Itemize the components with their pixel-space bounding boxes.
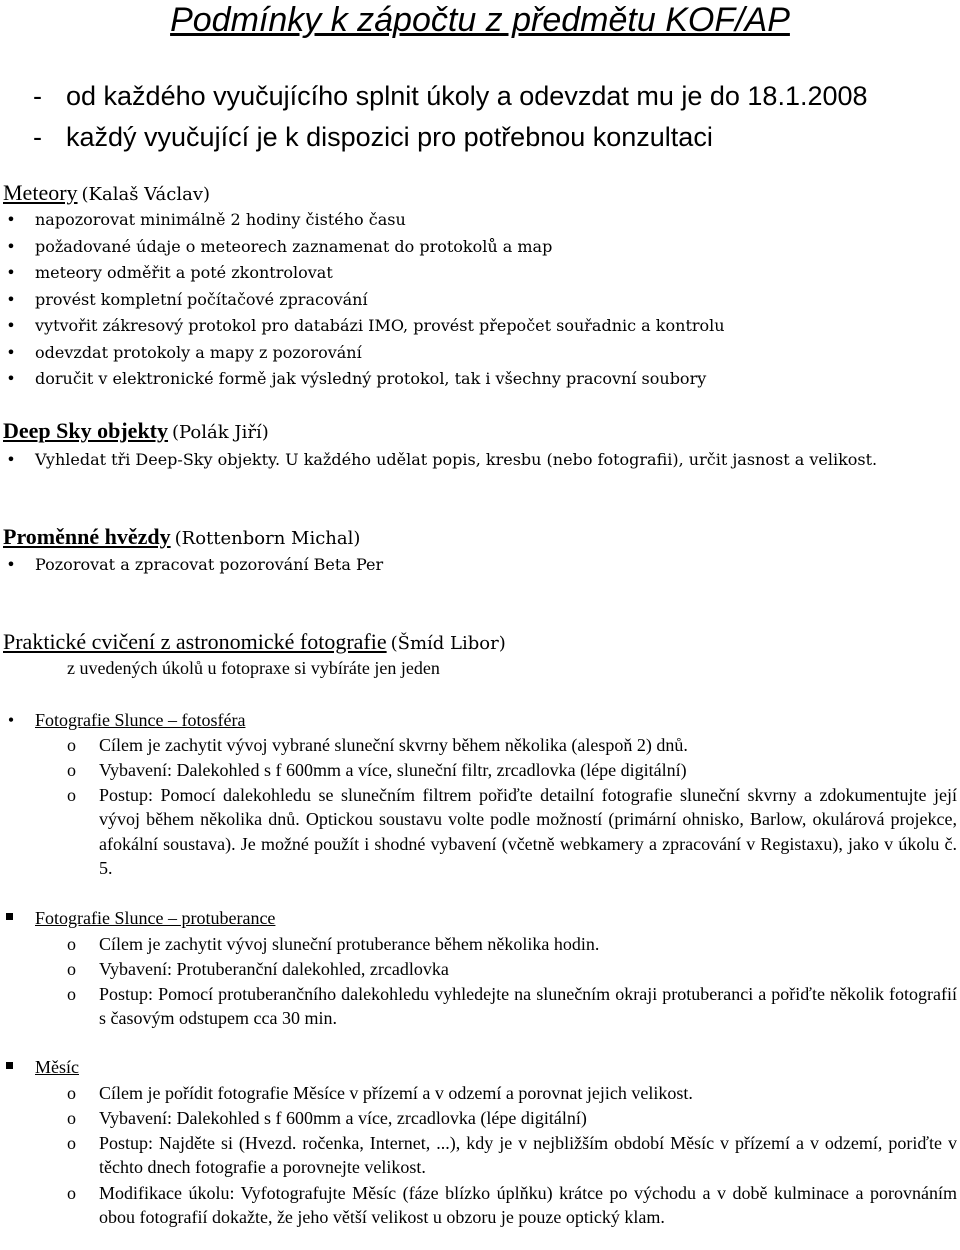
sub-list-item xyxy=(67,1106,957,1130)
sub-list-item xyxy=(67,957,957,981)
sub-list-item xyxy=(67,1181,957,1230)
section-teacher: (Kalaš Václav) xyxy=(81,184,211,205)
section-note: z uvedených úkolů u fotopraxe si vybíráte jen jeden xyxy=(67,658,440,678)
intro-line-1 xyxy=(33,80,868,112)
circle-bullet-icon: o xyxy=(67,760,76,780)
section-heading-promenne-hvezdy xyxy=(3,524,360,553)
section-title: Praktické cvičení z astronomické fotografie xyxy=(3,629,387,654)
section-title: Proměnné hvězdy xyxy=(3,524,171,549)
list-item xyxy=(6,208,406,232)
circle-bullet-icon: o xyxy=(67,1183,76,1203)
circle-bullet-icon: o xyxy=(67,1133,76,1153)
sub-list-item xyxy=(67,1131,957,1180)
section-teacher: (Rottenborn Michal) xyxy=(174,528,361,549)
circle-bullet-icon: o xyxy=(67,984,76,1004)
list-item-text: napozorovat minimálně 2 hodiny čistého času xyxy=(35,210,406,229)
circle-bullet-icon: o xyxy=(67,934,76,954)
sub-list-item-text: Modifikace úkolu: Vyfotografujte Měsíc (fáze blízko úplňku) krátce po východu a v době kulminace a porovnáním obou fotografií dokažte, že jeho větší velikost u obzoru je pouze optický klam. xyxy=(99,1183,957,1228)
list-item-text: Vyhledat tři Deep-Sky objekty. U každého udělat popis, kresbu (nebo fotografii), určit jasnost a velikost. xyxy=(35,450,878,469)
list-item-text: odevzdat protokoly a mapy z pozorování xyxy=(35,343,362,362)
sub-list-item xyxy=(67,1081,957,1105)
sub-list-item-text: Cílem je pořídit fotografie Měsíce v přízemí a v odzemí a porovnat jejich velikost. xyxy=(99,1083,693,1103)
sub-list-item-text: Postup: Pomocí dalekohledu se slunečním filtrem pořiďte detailní fotografie sluneční skvrny a zdokumentujte její vývoj během několika dnů. Optickou soustavu volte podle možností (primární ohnisko, Barlow, okulárová projekce, afokální soustava). Je možné použít i shodné vybavení (včetně webkamery a zpracování v Registaxu), jako v úkolu č. 5. xyxy=(99,785,957,879)
sub-list-item xyxy=(67,982,957,1031)
list-item xyxy=(6,261,333,285)
bullet-icon: • xyxy=(6,237,16,256)
bullet-icon: • xyxy=(6,290,16,309)
sub-list-item-text: Vybavení: Protuberanční dalekohled, zrcadlovka xyxy=(99,959,449,979)
task-title: Fotografie Slunce – fotosféra xyxy=(35,710,246,730)
bullet-icon: • xyxy=(6,450,16,469)
bullet-icon: • xyxy=(7,710,15,730)
circle-bullet-icon: o xyxy=(67,1083,76,1103)
sub-list-item-text: Postup: Najděte si (Hvezd. ročenka, Internet, ...), kdy je v nejbližším období Měsíc v přízemí a v odzemí, poriďte v těchto dnech fotografie a porovnejte velikost. xyxy=(99,1133,957,1178)
sub-list-item-text: Cílem je zachytit vývoj sluneční protuberance během několika hodin. xyxy=(99,934,600,954)
page-title: Podmínky k zápočtu z předmětu KOF/AP xyxy=(170,1,790,39)
list-item-text: vytvořit zákresový protokol pro databázi IMO, provést přepočet souřadnic a kontrolu xyxy=(35,316,725,335)
square-bullet-icon xyxy=(6,913,13,920)
list-item-text: provést kompletní počítačové zpracování xyxy=(35,290,368,309)
bullet-icon: • xyxy=(6,316,16,335)
sub-list-item xyxy=(67,733,957,757)
sub-list-item xyxy=(67,783,957,881)
intro-text-1: od každého vyučujícího splnit úkoly a odevzdat mu je do 18.1.2008 xyxy=(66,81,868,111)
task-title: Měsíc xyxy=(35,1057,79,1077)
bullet-icon: • xyxy=(6,369,16,388)
sub-list-item xyxy=(67,932,957,956)
sub-list-item-text: Vybavení: Dalekohled s f 600mm a více, sluneční filtr, zrcadlovka (lépe digitální) xyxy=(99,760,687,780)
bullet-icon: • xyxy=(6,555,16,574)
square-bullet-icon xyxy=(6,1062,13,1069)
section-teacher: (Polák Jiří) xyxy=(172,422,269,443)
list-item-text: doručit v elektronické formě jak výsledný protokol, tak i všechny pracovní soubory xyxy=(35,369,707,388)
list-item-text: požadované údaje o meteorech zaznamenat do protokolů a map xyxy=(35,237,553,256)
sub-list-item xyxy=(67,758,957,782)
list-item xyxy=(6,448,878,472)
section-title: Meteory xyxy=(3,180,78,205)
intro-line-2 xyxy=(33,121,713,153)
circle-bullet-icon: o xyxy=(67,735,76,755)
sub-list-item-text: Postup: Pomocí protuberančního dalekohledu vyhledejte na slunečním okraji protuberanci a pořiďte několik fotografií s časovým odstupem cca 30 min. xyxy=(99,984,957,1029)
sub-list-item-text: Vybavení: Dalekohled s f 600mm a více, zrcadlovka (lépe digitální) xyxy=(99,1108,587,1128)
section-heading-meteory xyxy=(3,180,210,209)
list-item xyxy=(6,367,707,391)
list-item xyxy=(6,235,553,259)
circle-bullet-icon: o xyxy=(67,959,76,979)
list-item-text: Pozorovat a zpracovat pozorování Beta Per xyxy=(35,555,384,574)
task-heading-fotosfera xyxy=(7,708,246,732)
list-item xyxy=(6,314,725,338)
intro-text-2: každý vyučující je k dispozici pro potřebnou konzultaci xyxy=(66,122,713,152)
task-heading-mesic xyxy=(35,1055,79,1079)
dash-mark: - xyxy=(33,81,42,111)
list-item-text: meteory odměřit a poté zkontrolovat xyxy=(35,263,333,282)
task-heading-protuberance xyxy=(35,906,275,930)
circle-bullet-icon: o xyxy=(67,785,76,805)
bullet-icon: • xyxy=(6,263,16,282)
list-item xyxy=(6,341,362,365)
circle-bullet-icon: o xyxy=(67,1108,76,1128)
bullet-icon: • xyxy=(6,210,16,229)
section-title: Deep Sky objekty xyxy=(3,418,169,443)
sub-list-item-text: Cílem je zachytit vývoj vybrané sluneční skvrny během několika (alespoň 2) dnů. xyxy=(99,735,688,755)
task-title: Fotografie Slunce – protuberance xyxy=(35,908,276,928)
section-heading-deep-sky xyxy=(3,418,269,447)
section-teacher: (Šmíd Libor) xyxy=(390,633,506,654)
list-item xyxy=(6,553,384,577)
bullet-icon: • xyxy=(6,343,16,362)
dash-mark: - xyxy=(33,122,42,152)
list-item xyxy=(6,288,368,312)
section-heading-prakticke-cviceni xyxy=(3,629,506,658)
